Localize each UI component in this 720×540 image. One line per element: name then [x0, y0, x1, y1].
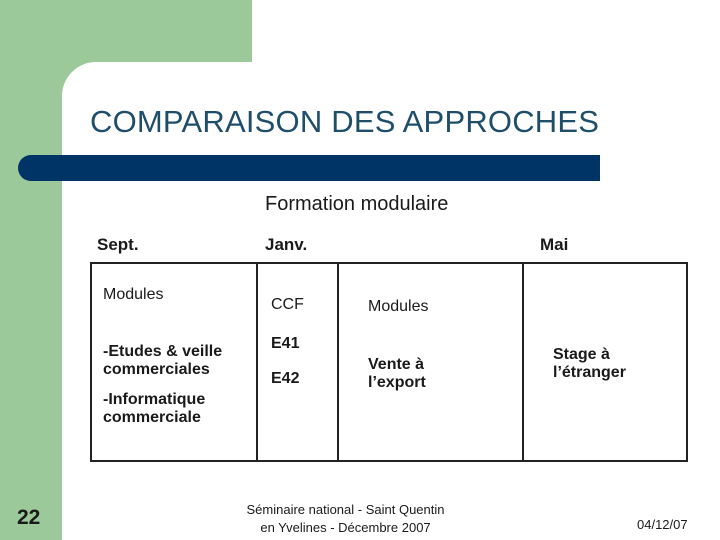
timeline-janv: Janv. [265, 235, 308, 254]
timeline-mai: Mai [540, 235, 569, 254]
table-divider-2 [337, 262, 339, 462]
col1-heading: Modules [103, 286, 164, 303]
table-divider-3 [522, 262, 524, 462]
footer-line-2: en Yvelines - Décembre 2007 [260, 520, 431, 535]
col4-line2: l’étranger [553, 364, 626, 381]
col2-e41: E41 [271, 335, 300, 352]
col1-item2-line1: -Informatique [103, 391, 206, 408]
col3-heading: Modules [368, 298, 429, 315]
col2-e42: E42 [271, 370, 300, 387]
col4-line1: Stage à [553, 346, 610, 363]
col1-item1-line2: commerciales [103, 361, 210, 378]
col3-line2: l’export [368, 374, 426, 391]
timeline-sept: Sept. [97, 235, 139, 254]
footer-text [218, 501, 473, 537]
col1-item2-line2: commerciale [103, 409, 201, 426]
col1-item1-line1: -Etudes & veille [103, 343, 223, 360]
table-divider-1 [256, 262, 258, 462]
col3-line1: Vente à [368, 356, 425, 373]
footer-line-1: Séminaire national - Saint Quentin [246, 502, 445, 517]
title-underline-bar [18, 155, 600, 181]
slide-subtitle: Formation modulaire [265, 193, 449, 215]
page-number: 22 [17, 506, 41, 529]
slide-title: COMPARAISON DES APPROCHES [90, 104, 600, 139]
slide-date: 04/12/07 [637, 517, 688, 532]
col2-ccf: CCF [271, 296, 304, 313]
